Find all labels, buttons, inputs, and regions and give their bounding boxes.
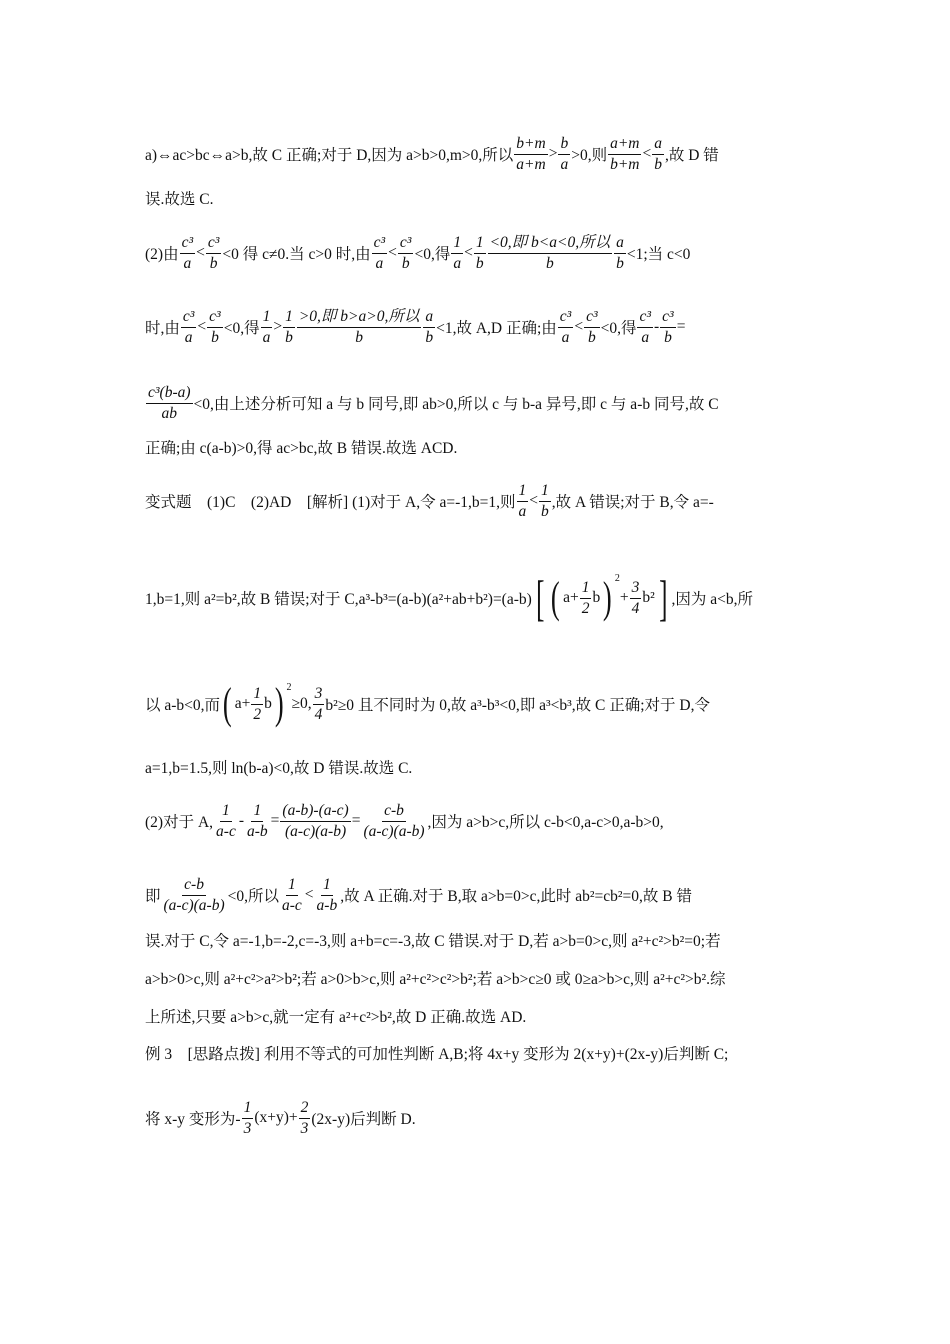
bracket: [ (535, 570, 545, 626)
text-run: 以 a-b<0,而 (145, 697, 221, 714)
text-run: >0,则 (571, 147, 608, 165)
fraction: $\frac{1}{a}$ (518, 482, 527, 520)
text-run: ,因为 a>b>c,所以 c-b<0,a-c>0,a-b>0, (427, 814, 664, 832)
fraction: $\frac{\text{c³}}{a}$ (181, 234, 194, 272)
fraction: $\frac{\text{>0,即 b>a>0,所以}}{b}$ (298, 308, 420, 346)
text-run: ,故 A 错误;对于 B,令 a=- (551, 494, 714, 512)
fraction: $\frac{1}{a-c}$ (282, 876, 302, 914)
text-run: - (654, 318, 660, 336)
fraction: $\frac{\text{c³}}{b}$ (586, 308, 598, 346)
text-line (145, 967, 726, 989)
text-line (145, 384, 719, 423)
text-run: a>b>0>c,则 a²+c²>a²>b²;若 a>0>b>c,则 a²+c²>c²>b²;若 a>b>c≥0 或 0≥a>b>c,则 a²+c²>b².综 (145, 971, 726, 988)
text-run: <0,由上述分析可知 a 与 b 同号,即 ab>0,所以 c 与 b-a 异号,即 c 与 a-b 同号,故 C (193, 396, 719, 414)
fraction: $\frac{1}{a}$ (453, 234, 462, 272)
fraction: $\frac{1}{2}$ (581, 578, 590, 617)
text-run: a+ (563, 589, 579, 606)
text-run: > (273, 318, 283, 336)
fraction: $\frac{\text{c³}}{a}$ (559, 308, 572, 346)
fraction: $\frac{1}{a-b}$ (247, 802, 268, 840)
paren: ( (222, 679, 232, 728)
text-run: (x+y)+ (254, 1109, 298, 1127)
text-run: 误.故选 C. (145, 191, 214, 208)
text-run: = (351, 812, 361, 830)
text-run: b²≥0 且不同时为 0,故 a³-b³<0,即 a³<b³,故 C 正确;对于 D,令 (325, 697, 710, 714)
fraction: $\frac{1}{a-c}$ (216, 802, 236, 840)
text-run: - (238, 812, 244, 830)
fraction: $\frac{a+m}{b+m}$ (610, 135, 640, 173)
text-run: (2)由 (145, 246, 179, 264)
fraction: $\frac{\text{c³}}{a}$ (639, 308, 651, 346)
fraction: $\frac{1}{b}$ (475, 234, 484, 272)
fraction: $\frac{\text{c³}}{b}$ (662, 308, 674, 346)
text-run: b (592, 589, 601, 606)
text-line (145, 135, 719, 174)
text-line (145, 1099, 416, 1138)
text-run: <1,故 A,D 正确;由 (436, 320, 557, 338)
paren: ) (603, 573, 612, 622)
fraction: $\frac{1}{a}$ (262, 308, 271, 346)
fraction: $\frac{\text{c³}}{b}$ (399, 234, 412, 272)
fraction: $\frac{\text{<0,即 b<a<0,所以}}{b}$ (489, 234, 611, 272)
paren: ) (274, 679, 284, 728)
text-run: < (574, 318, 584, 336)
text-line (145, 234, 690, 273)
text-line (145, 187, 213, 209)
text-run: = (676, 318, 686, 336)
fraction: $\frac{1}{a-b}$ (316, 876, 338, 914)
text-run: 正确;由 c(a-b)>0,得 ac>bc,故 B 错误.故选 ACD. (145, 440, 458, 457)
text-run: <0 得 c≠0.当 c>0 时,由 (222, 246, 371, 264)
fraction: $\frac{1}{b}$ (541, 482, 549, 520)
text-line (145, 929, 721, 951)
fraction: $\frac{1}{2}$ (253, 684, 262, 723)
text-run: > (548, 145, 558, 163)
text-run: (2)对于 A, (145, 814, 214, 832)
text-line (145, 876, 692, 915)
fraction: $\frac{a}{b}$ (616, 234, 624, 272)
fraction: $\frac{3}{4}$ (314, 684, 323, 723)
text-run: <1;当 c<0 (626, 246, 691, 264)
text-run: ,故 D 错 (664, 147, 719, 165)
text-line (145, 436, 457, 458)
text-run: < (642, 145, 652, 163)
text-line (145, 1042, 728, 1064)
text-run: <0,所以 (227, 888, 279, 906)
paren: ( (551, 573, 561, 622)
text-line (145, 308, 685, 347)
fraction: $\frac{\text{c³(b-a)}}{ab}$ (148, 384, 191, 422)
text-run: 上所述,只要 a>b>c,就一定有 a²+c²>b²,故 D 正确.故选 AD. (145, 1009, 527, 1026)
text-run: a=1,b=1.5,则 ln(b-a)<0,故 D 错误.故选 C. (145, 760, 413, 777)
fraction: $\frac{a}{b}$ (425, 308, 434, 346)
fraction: $\frac{\text{c³}}{a}$ (182, 308, 195, 346)
text-run: <0,得 (223, 320, 260, 338)
exponent: 2 (286, 682, 292, 693)
text-line (145, 1005, 526, 1027)
text-run: 即 (145, 888, 161, 906)
text-run: < (197, 318, 207, 336)
text-run: < (529, 492, 538, 510)
text-run: < (464, 244, 473, 262)
fraction: $\frac{a}{b}$ (654, 135, 662, 173)
text-line (145, 802, 664, 841)
text-run: ≥0, (291, 695, 312, 712)
text-run: ,因为 a<b,所 (671, 591, 753, 608)
text-run: = (270, 812, 280, 830)
text-run: 1,b=1,则 a²=b²,故 B 错误;对于 C,a³-b³=(a-b)(a²+ab+b²)=(a-b) (145, 591, 532, 608)
fraction: $\frac{b+m}{a+m}$ (516, 135, 546, 173)
text-run: ,故 A 正确.对于 B,取 a>b=0>c,此时 ab²=cb²=0,故 B 错 (340, 888, 693, 906)
text-line (145, 482, 714, 521)
fraction: $\frac{\text{c³}}{a}$ (373, 234, 386, 272)
text-run: 变式题 (1)C (2)AD [解析] (1)对于 A,令 a=-1,b=1,则 (145, 494, 516, 512)
fraction: $\frac{c-b}{(a-c)(a-b)}$ (163, 876, 225, 914)
text-run: < (388, 244, 397, 262)
text-run: b (264, 695, 272, 712)
fraction: $\frac{2}{3}$ (300, 1099, 309, 1137)
text-line (145, 756, 412, 778)
text-run: 时,由 (145, 320, 180, 338)
fraction: $\frac{3}{4}$ (631, 578, 640, 617)
text-run: <0,得 (414, 246, 451, 264)
text-line (145, 570, 753, 626)
text-run: < (196, 244, 205, 262)
text-run: (2x-y)后判断 D. (311, 1111, 416, 1129)
text-run: 将 x-y 变形为- (145, 1111, 241, 1129)
fraction: $\frac{\text{c³}}{b}$ (209, 308, 221, 346)
text-run: a+ (234, 695, 251, 712)
fraction: $\frac{b}{a}$ (560, 135, 569, 173)
text-run: a)⇔ac>bc⇔a>b,故 C 正确;对于 D,因为 a>b>0,m>0,所以 (145, 147, 514, 165)
text-run: < (304, 886, 314, 904)
exponent: 2 (614, 573, 620, 584)
text-line (145, 679, 710, 728)
fraction: $\frac{1}{b}$ (285, 308, 293, 346)
text-run: 误.对于 C,令 a=-1,b=-2,c=-3,则 a+b=c=-3,故 C 错误.对于 D,若 a>b=0>c,则 a²+c²>b²=0;若 (145, 933, 721, 950)
text-run: b² (642, 589, 655, 606)
fraction: $\frac{(a-b)-(a-c)}{(a-c)(a-b)}$ (282, 802, 349, 840)
fraction: $\frac{c-b}{(a-c)(a-b)}$ (363, 802, 425, 840)
bracket: ] (658, 570, 668, 626)
text-run: 例 3 [思路点拨] 利用不等式的可加性判断 A,B;将 4x+y 变形为 2(x+y)+(2x-y)后判断 C; (145, 1046, 729, 1063)
text-run: + (619, 589, 629, 606)
fraction: $\frac{\text{c³}}{b}$ (207, 234, 220, 272)
fraction: $\frac{1}{3}$ (243, 1099, 252, 1137)
text-run: <0,得 (600, 320, 637, 338)
